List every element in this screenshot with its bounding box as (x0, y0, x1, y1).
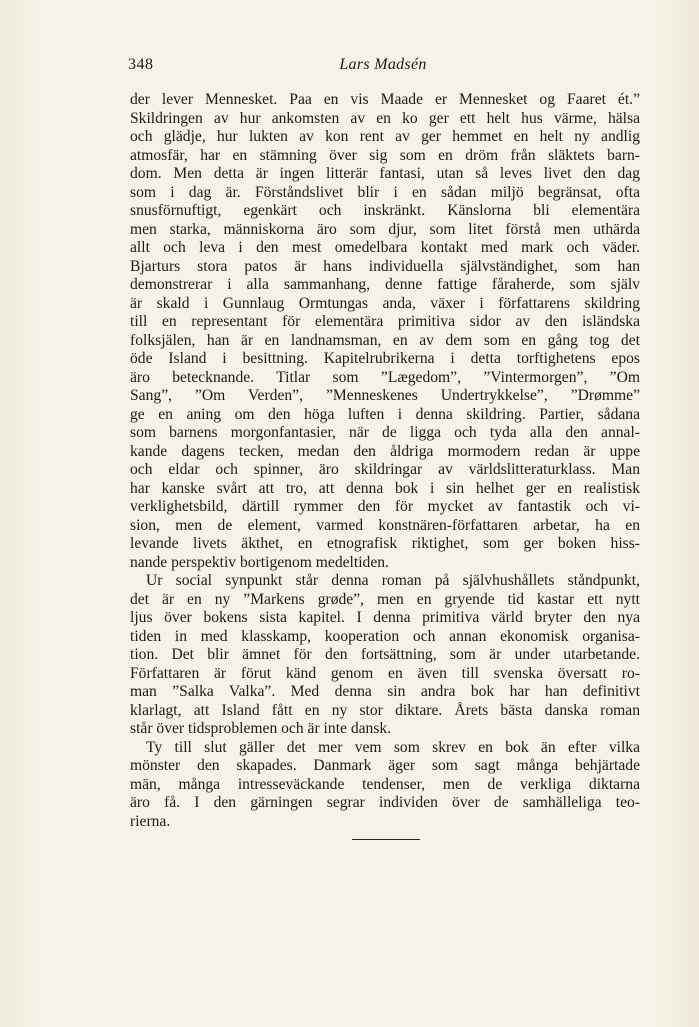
text-line: atmosfär, har en stämning över sig som en dröm från släktets barn- (130, 146, 640, 164)
text-line: tion. Det blir ämnet för den fortsättning, som är under utarbetande. (130, 646, 640, 663)
text-line: äro betecknande. Titlar som ”Lægedom”, ”Vintermorgen”, ”Om (130, 368, 640, 386)
running-title: Lars Madsén (339, 56, 427, 73)
text-line: ljus över bokens sista kapitel. I denna primitiva värld bryter den nya (130, 609, 640, 626)
text-line: Bjarturs stora patos är hans individuella självständighet, som han (130, 257, 640, 275)
text-line: rierna. (130, 812, 171, 830)
text-line: och glädje, hur lukten av kon rent av ger hemmet en helt ny andlig (130, 128, 640, 145)
text-line: man ”Salka Valka”. Med denna sin andra bok har han definitivt (130, 683, 640, 700)
text-line: kande dagens tecken, medan den åldriga mormodern redan är uppe (130, 442, 640, 460)
text-line: men starka, människorna äro som djur, som litet förstå men uthärda (130, 220, 640, 238)
text-line: Ty till slut gäller det mer vem som skrev en bok än efter vilka (146, 738, 640, 756)
paragraph (130, 572, 640, 739)
text-line: Författaren är förut känd genom en även till svenska översatt ro- (130, 664, 640, 682)
text-line: snusförnuftigt, egenkärt och inskränkt. Känslorna bli elementära (130, 202, 640, 219)
text-line: verklighetsbild, därtill rymmer den för mycket av fantastik och vi- (130, 498, 640, 515)
text-line: levande livets äkthet, en etnografisk riktighet, som ger boken hiss- (130, 535, 640, 552)
text-line: allt och leva i den mest omedelbara kontakt med mark och väder. (130, 239, 640, 256)
page-number: 348 (128, 56, 154, 73)
text-line: Sang”, ”Om Verden”, ”Menneskenes Undertrykkelse”, ”Drømme” (130, 387, 640, 404)
text-line: som i dag är. Förståndslivet blir i en sådan miljö begränsat, ofta (130, 183, 640, 201)
text-line: det är en ny ”Markens grøde”, men en gryende tid kastar ett nytt (130, 590, 640, 608)
text-line: till en representant för elementära primitiva sidor av den isländska (130, 313, 640, 330)
text-line: är skald i Gunnlaug Ormtungas anda, växer i författarens skildring (130, 294, 640, 312)
text-line: tiden in med klasskamp, kooperation och annan ekonomisk organisa- (130, 627, 640, 645)
text-line: har kanske svårt att tro, att denna bok i sin helhet ger en realistisk (130, 479, 640, 497)
page-header (128, 56, 638, 80)
body-text (130, 91, 640, 831)
text-line: och eldar och spinner, äro skildringar av världslitteraturklass. Man (130, 461, 640, 478)
paragraph (130, 739, 640, 832)
text-line: klarlagt, att Island fått en ny stor diktare. Årets bästa danska roman (130, 701, 640, 719)
text-line: dom. Men detta är ingen litterär fantasi, utan så leves livet den dag (130, 165, 640, 182)
text-line: nande perspektiv bortigenom medeltiden. (130, 553, 389, 571)
text-line: mönster den skapades. Danmark äger som sagt många behjärtade (130, 757, 640, 774)
text-line: Ur social synpunkt står denna roman på självhushållets ståndpunkt, (146, 572, 640, 589)
text-line: folksjälen, han är en landnamsman, en av dem som en gång tog det (130, 331, 640, 349)
text-line: äro få. I den gärningen segrar individen över de samhälleliga teo- (130, 794, 640, 811)
text-line: ge en aning om den höga luften i denna skildring. Partier, sådana (130, 405, 640, 423)
text-line: Skildringen av hur ankomsten av en ko ger ett helt hus värme, hälsa (130, 109, 640, 127)
text-line: sion, men de element, varmed konstnären-författaren arbetar, ha en (130, 516, 640, 534)
paragraph (130, 91, 640, 572)
text-line: demonstrerar i alla sammanhang, denne fattige fåraherde, som själv (130, 276, 640, 293)
text-line: öde Island i besittning. Kapitelrubrikerna i detta torftighetens epos (130, 350, 640, 367)
end-rule (352, 839, 420, 840)
text-line: män, många intresseväckande tendenser, men de verkliga diktarna (130, 775, 640, 793)
text-line: som barnens morgonfantasier, när de ligga och tyda alla den annal- (130, 424, 640, 441)
text-line: står över tidsproblemen och är inte dansk. (130, 720, 392, 737)
text-line: der lever Mennesket. Paa en vis Maade er Mennesket og Faaret ét.” (130, 91, 640, 108)
